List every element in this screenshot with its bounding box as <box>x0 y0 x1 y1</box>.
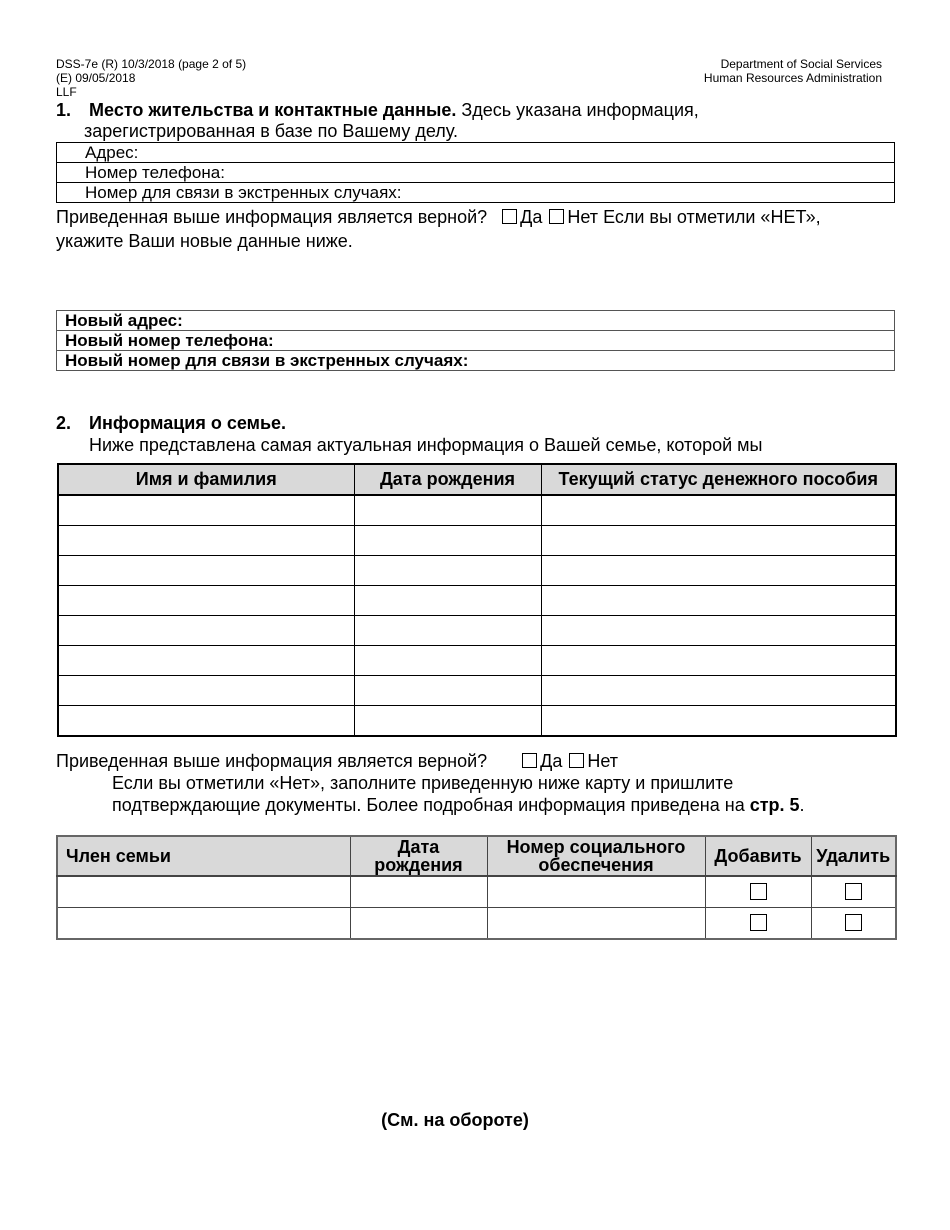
status-cell[interactable] <box>541 495 896 526</box>
member-cell[interactable] <box>57 908 350 940</box>
form-code: LLF <box>56 85 77 99</box>
col-ssn <box>487 836 705 876</box>
col-change-dob-line2: рождения <box>374 855 463 875</box>
family-table <box>57 463 897 737</box>
new-contact-table <box>56 310 895 371</box>
department-name: Department of Social Services <box>720 57 882 71</box>
remove-cell <box>811 908 896 940</box>
section1-question: Приведенная выше информация является верной? <box>56 207 488 227</box>
dob-cell[interactable] <box>354 646 541 676</box>
section2-heading <box>56 413 286 434</box>
dob-cell[interactable] <box>354 495 541 526</box>
section1-title: Место жительства и контактные данные. <box>89 100 457 120</box>
ssn-cell[interactable] <box>487 908 705 940</box>
table-row <box>57 876 896 908</box>
administration-name: Human Resources Administration <box>703 71 882 85</box>
status-cell[interactable] <box>541 676 896 706</box>
section2-instructions-end: . <box>799 795 805 815</box>
section1-if-no: Если вы отметили «НЕТ», <box>603 207 821 227</box>
dob-cell[interactable] <box>354 586 541 616</box>
member-cell[interactable] <box>57 876 350 908</box>
form-edition: (E) 09/05/2018 <box>56 71 136 85</box>
col-change-dob <box>350 836 487 876</box>
remove-checkbox[interactable] <box>845 914 862 931</box>
remove-checkbox[interactable] <box>845 883 862 900</box>
address-field[interactable]: Адрес: <box>85 142 139 162</box>
section2-intro: Ниже представлена самая актуальная информация о Вашей семье, которой мы <box>89 435 763 455</box>
dob-cell[interactable] <box>350 908 487 940</box>
status-cell[interactable] <box>541 526 896 556</box>
phone-field[interactable]: Номер телефона: <box>57 163 895 183</box>
current-contact-table <box>56 142 895 203</box>
section2-no-checkbox[interactable] <box>569 753 584 768</box>
table-row <box>58 586 896 616</box>
col-family-member: Член семьи <box>57 836 350 876</box>
new-phone-field[interactable]: Новый номер телефона: <box>57 331 895 351</box>
name-cell[interactable] <box>58 526 354 556</box>
section2-instructions-line2 <box>112 795 805 816</box>
col-ssn-line2: обеспечения <box>538 855 654 875</box>
col-dob: Дата рождения <box>354 464 541 495</box>
dob-cell[interactable] <box>354 676 541 706</box>
table-row <box>58 706 896 737</box>
col-change-dob-line1: Дата <box>397 837 440 857</box>
col-add: Добавить <box>705 836 811 876</box>
section1-if-no-line2: укажите Ваши новые данные ниже. <box>56 231 353 251</box>
status-cell[interactable] <box>541 586 896 616</box>
section1-intro: Здесь указана информация, <box>456 100 699 120</box>
new-emergency-contact-field[interactable]: Новый номер для связи в экстренных случаях: <box>57 351 895 371</box>
table-row <box>57 908 896 940</box>
col-remove: Удалить <box>811 836 896 876</box>
name-cell[interactable] <box>58 676 354 706</box>
section1-number: 1. <box>56 100 72 120</box>
section2-question-line <box>56 751 618 772</box>
section2-title: Информация о семье. <box>89 413 287 433</box>
dob-cell[interactable] <box>354 616 541 646</box>
family-table-header <box>58 464 896 495</box>
section2-yes-label: Да <box>540 751 563 771</box>
add-checkbox[interactable] <box>750 914 767 931</box>
col-benefit-status: Текущий статус денежного пособия <box>541 464 896 495</box>
add-cell <box>705 876 811 908</box>
section2-instructions-line1: Если вы отметили «Нет», заполните приведенную ниже карту и пришлите <box>112 773 734 793</box>
remove-cell <box>811 876 896 908</box>
new-address-field[interactable]: Новый адрес: <box>65 310 183 330</box>
continued-on-back: (См. на обороте) <box>381 1110 529 1130</box>
name-cell[interactable] <box>58 646 354 676</box>
form-id: DSS-7e (R) 10/3/2018 (page 2 of 5) <box>56 57 247 71</box>
section2-instructions-text: подтверждающие документы. Более подробная информация приведена на <box>112 795 750 815</box>
section1-intro-line2: зарегистрированная в базе по Вашему делу. <box>84 121 459 141</box>
form-header-left <box>56 57 246 99</box>
table-row <box>58 526 896 556</box>
dob-cell[interactable] <box>354 526 541 556</box>
add-checkbox[interactable] <box>750 883 767 900</box>
name-cell[interactable] <box>58 495 354 526</box>
dob-cell[interactable] <box>350 876 487 908</box>
status-cell[interactable] <box>541 616 896 646</box>
status-cell[interactable] <box>541 556 896 586</box>
table-row <box>58 676 896 706</box>
table-row <box>58 495 896 526</box>
changes-table-header <box>57 836 896 876</box>
section2-question: Приведенная выше информация является верной? <box>56 751 488 771</box>
table-row <box>58 556 896 586</box>
status-cell[interactable] <box>541 706 896 737</box>
page-reference: стр. 5 <box>749 795 800 815</box>
emergency-contact-field[interactable]: Номер для связи в экстренных случаях: <box>57 183 895 203</box>
section1-question-line <box>56 207 821 228</box>
section1-heading <box>56 100 699 121</box>
section2-yes-checkbox[interactable] <box>522 753 537 768</box>
section1-no-label: Нет <box>567 207 599 227</box>
name-cell[interactable] <box>58 616 354 646</box>
table-row <box>58 646 896 676</box>
add-cell <box>705 908 811 940</box>
section2-no-label: Нет <box>587 751 619 771</box>
ssn-cell[interactable] <box>487 876 705 908</box>
form-header-right <box>704 57 882 85</box>
family-changes-table <box>56 835 897 940</box>
name-cell[interactable] <box>58 706 354 737</box>
status-cell[interactable] <box>541 646 896 676</box>
name-cell[interactable] <box>58 586 354 616</box>
section1-yes-checkbox[interactable] <box>502 209 517 224</box>
section2-number: 2. <box>56 413 72 433</box>
col-ssn-line1: Номер социального <box>506 837 686 857</box>
name-cell[interactable] <box>58 556 354 586</box>
dob-cell[interactable] <box>354 556 541 586</box>
col-name: Имя и фамилия <box>58 464 354 495</box>
dob-cell[interactable] <box>354 706 541 737</box>
section1-no-checkbox[interactable] <box>549 209 564 224</box>
section1-yes-label: Да <box>520 207 543 227</box>
table-row <box>58 616 896 646</box>
